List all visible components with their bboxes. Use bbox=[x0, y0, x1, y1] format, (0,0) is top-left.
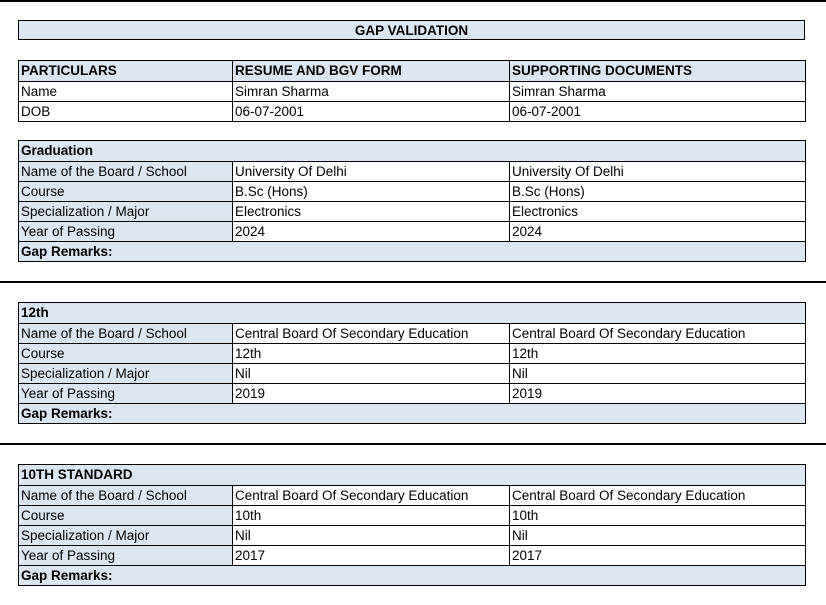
resume-value: Nil bbox=[233, 364, 510, 383]
resume-value: University Of Delhi bbox=[233, 162, 510, 181]
table-row bbox=[19, 101, 805, 121]
supporting-header: SUPPORTING DOCUMENTS bbox=[512, 63, 693, 78]
row-label: Year of Passing bbox=[19, 222, 233, 241]
row-label: Specialization / Major bbox=[19, 364, 233, 383]
table-row bbox=[19, 363, 805, 383]
row-label: Course bbox=[19, 182, 233, 201]
row-label: DOB bbox=[19, 102, 233, 121]
section-heading: 10TH STANDARD bbox=[21, 467, 133, 482]
gap-remarks-row bbox=[19, 403, 805, 423]
table-row bbox=[19, 181, 805, 201]
gap-remarks-label: Gap Remarks: bbox=[21, 406, 113, 421]
supporting-value: 2019 bbox=[512, 386, 543, 401]
row-label: Year of Passing bbox=[19, 384, 233, 403]
table-row bbox=[19, 201, 805, 221]
gap-remarks-label: Gap Remarks: bbox=[21, 568, 113, 583]
resume-value: Central Board Of Secondary Education bbox=[233, 486, 510, 505]
resume-header: RESUME AND BGV FORM bbox=[233, 61, 510, 81]
graduation-table bbox=[18, 140, 806, 262]
supporting-value: 10th bbox=[512, 508, 539, 523]
tenth-table bbox=[18, 464, 806, 586]
table-row bbox=[19, 383, 805, 403]
table-row bbox=[19, 161, 805, 181]
supporting-value: 2024 bbox=[512, 224, 543, 239]
table-row bbox=[19, 505, 805, 525]
table-row bbox=[19, 545, 805, 565]
twelfth-table bbox=[18, 302, 806, 424]
resume-value: Electronics bbox=[233, 202, 510, 221]
resume-value: 2024 bbox=[233, 222, 510, 241]
resume-value: 12th bbox=[233, 344, 510, 363]
gap-remarks-row bbox=[19, 241, 805, 261]
row-label: Name of the Board / School bbox=[19, 324, 233, 343]
supporting-value: B.Sc (Hons) bbox=[512, 184, 585, 199]
row-label: Course bbox=[19, 506, 233, 525]
table-row bbox=[19, 81, 805, 101]
supporting-value: 12th bbox=[512, 346, 539, 361]
particulars-header: PARTICULARS bbox=[19, 61, 233, 81]
table-row bbox=[19, 323, 805, 343]
supporting-value: Electronics bbox=[512, 204, 579, 219]
table-row bbox=[19, 525, 805, 545]
page-title: GAP VALIDATION bbox=[18, 20, 805, 40]
resume-value: Simran Sharma bbox=[233, 82, 510, 101]
section-heading-row bbox=[19, 141, 805, 161]
supporting-value: 2017 bbox=[512, 548, 543, 563]
supporting-value: Nil bbox=[512, 528, 528, 543]
row-label: Year of Passing bbox=[19, 546, 233, 565]
section-heading: 12th bbox=[21, 305, 49, 320]
resume-value: 06-07-2001 bbox=[233, 102, 510, 121]
particulars-table bbox=[18, 60, 806, 122]
supporting-value: 06-07-2001 bbox=[512, 104, 582, 119]
row-label: Name of the Board / School bbox=[19, 486, 233, 505]
table-row bbox=[19, 485, 805, 505]
row-label: Name bbox=[19, 82, 233, 101]
row-label: Specialization / Major bbox=[19, 526, 233, 545]
table-row bbox=[19, 343, 805, 363]
supporting-value: Simran Sharma bbox=[512, 84, 606, 99]
supporting-value: University Of Delhi bbox=[512, 164, 624, 179]
supporting-value: Central Board Of Secondary Education bbox=[512, 326, 746, 341]
top-border-line bbox=[0, 0, 826, 2]
row-label: Course bbox=[19, 344, 233, 363]
gap-remarks-row bbox=[19, 565, 805, 585]
resume-value: 10th bbox=[233, 506, 510, 525]
resume-value: 2019 bbox=[233, 384, 510, 403]
gap-remarks-label: Gap Remarks: bbox=[21, 244, 113, 259]
resume-value: B.Sc (Hons) bbox=[233, 182, 510, 201]
resume-value: Central Board Of Secondary Education bbox=[233, 324, 510, 343]
row-label: Name of the Board / School bbox=[19, 162, 233, 181]
section-heading-row bbox=[19, 303, 805, 323]
section-heading: Graduation bbox=[21, 143, 94, 158]
row-label: Specialization / Major bbox=[19, 202, 233, 221]
section-divider bbox=[0, 281, 826, 283]
table-row bbox=[19, 221, 805, 241]
section-heading-row bbox=[19, 465, 805, 485]
supporting-value: Nil bbox=[512, 366, 528, 381]
supporting-value: Central Board Of Secondary Education bbox=[512, 488, 746, 503]
resume-value: 2017 bbox=[233, 546, 510, 565]
section-divider bbox=[0, 443, 826, 445]
resume-value: Nil bbox=[233, 526, 510, 545]
table-header-row bbox=[19, 61, 805, 81]
